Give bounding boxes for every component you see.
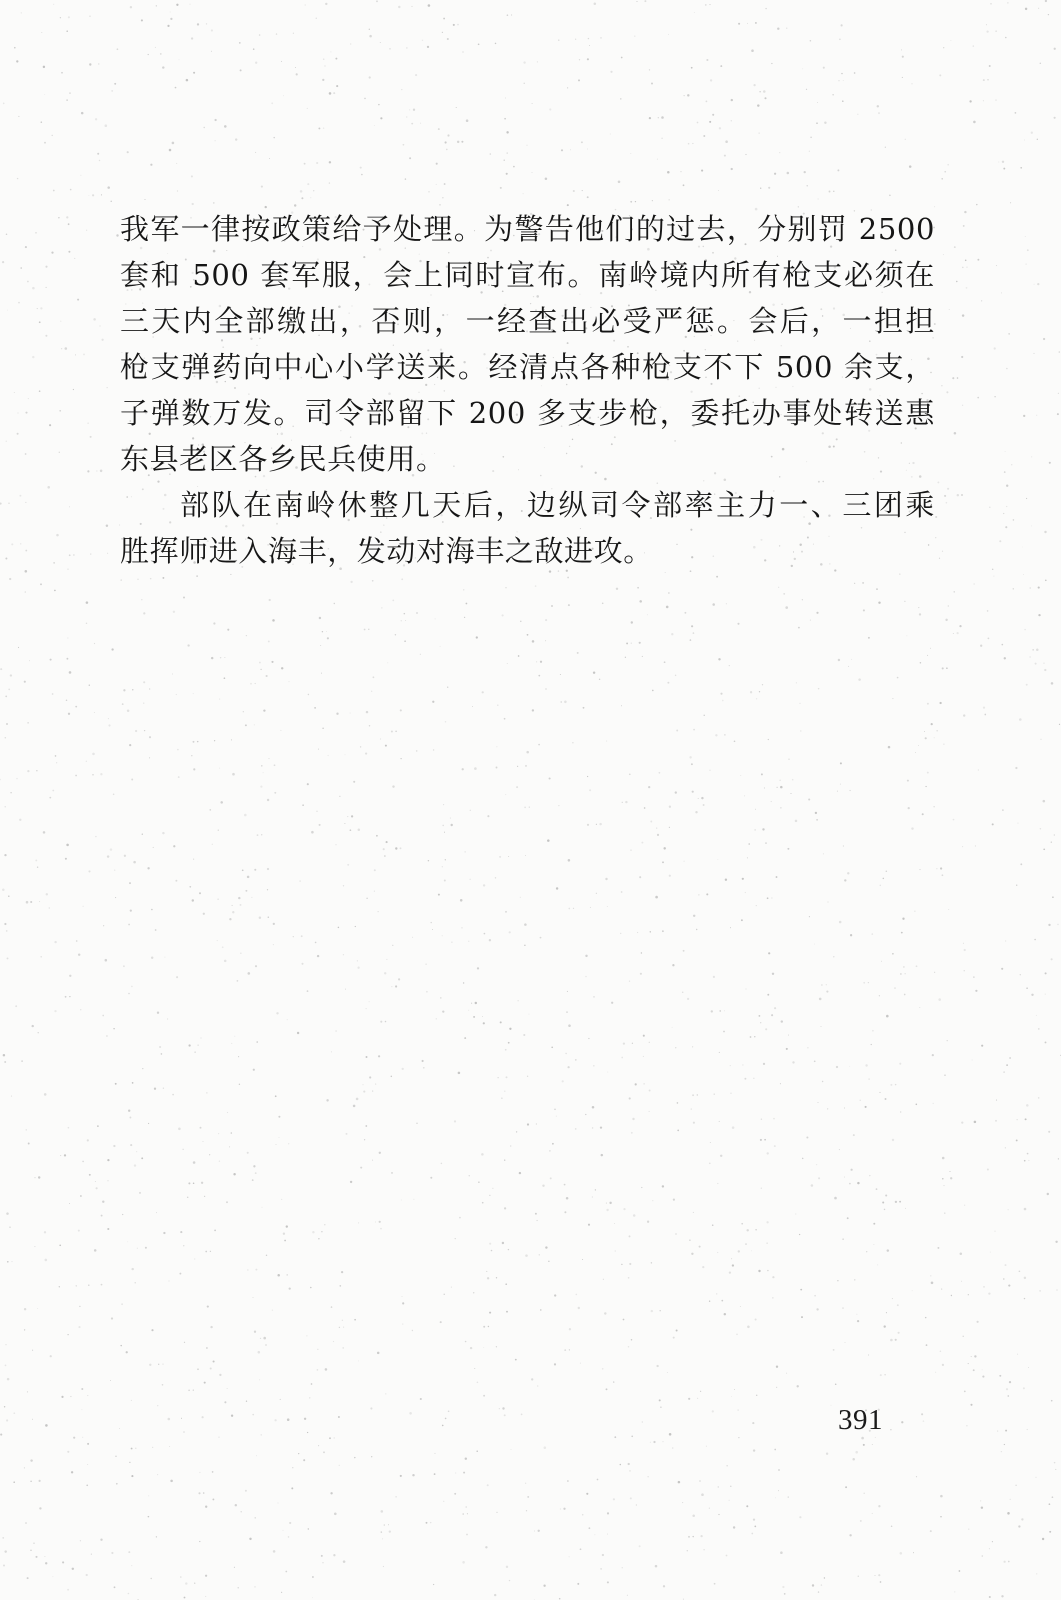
text-line: 套和 500 套军服，会上同时宣布。南岭境内所有枪支必须在 xyxy=(120,258,935,292)
paragraph-2 xyxy=(120,482,935,574)
text-line: 东县老区各乡民兵使用。 xyxy=(120,442,446,476)
text-line: 枪支弹药向中心小学送来。经清点各种枪支不下 500 余支， xyxy=(120,350,935,384)
text-line: 部队在南岭休整几天后，边纵司令部率主力一、三团乘 xyxy=(180,488,935,522)
page-number: 391 xyxy=(838,1404,883,1436)
text-line: 我军一律按政策给予处理。为警告他们的过去，分别罚 2500 xyxy=(120,212,935,246)
text-line: 胜挥师进入海丰，发动对海丰之敌进攻。 xyxy=(120,534,653,568)
text-line: 三天内全部缴出，否则，一经查出必受严惩。会后，一担担 xyxy=(120,304,935,338)
text-line: 子弹数万发。司令部留下 200 多支步枪，委托办事处转送惠 xyxy=(120,396,935,430)
paragraph-1 xyxy=(120,206,935,482)
body-text xyxy=(120,206,935,574)
